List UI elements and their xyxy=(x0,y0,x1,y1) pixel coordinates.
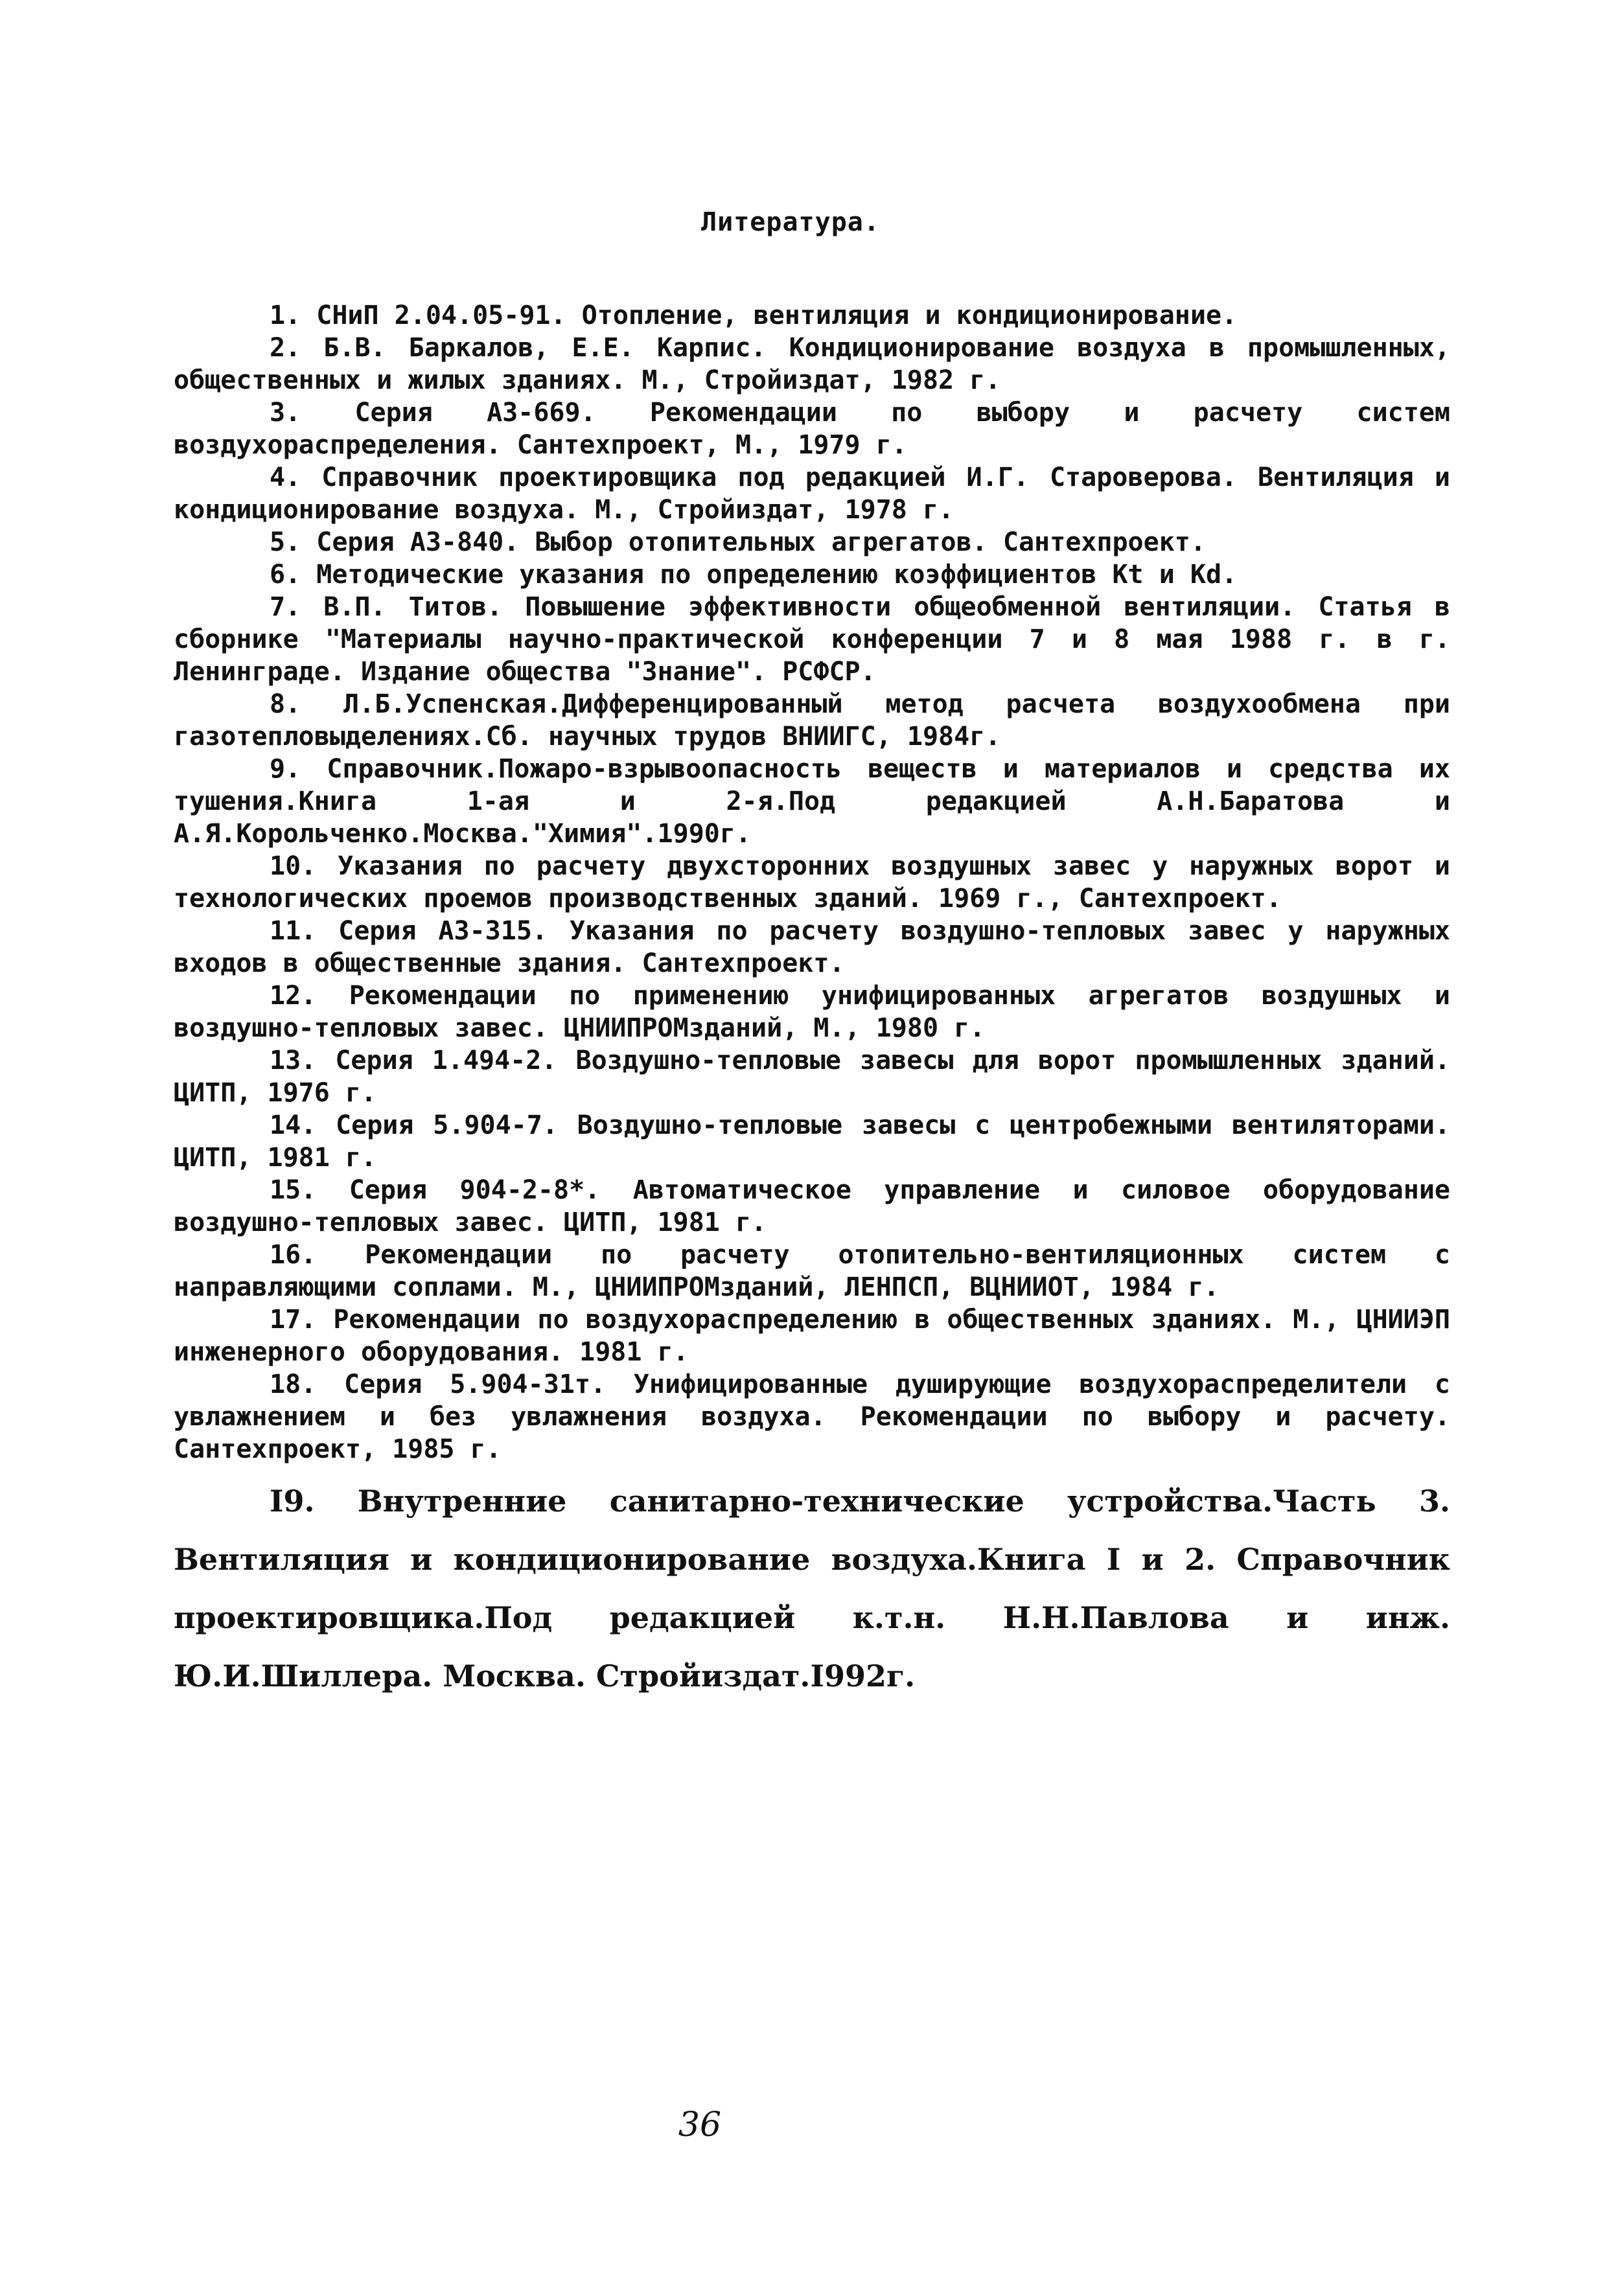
reference-number: 3. xyxy=(270,398,301,428)
reference-text: Рекомендации по воздухораспределению в общественных зданиях. М., ЦНИИЭП инженерного оборудования. 1981 г. xyxy=(174,1305,1450,1367)
reference-text: Серия АЗ-669. Рекомендации по выбору и расчету систем воздухораспределения. Сантехпроект, М., 1979 г. xyxy=(174,398,1450,460)
page-number: 36 xyxy=(678,2106,722,2144)
reference-list xyxy=(174,299,1450,1705)
reference-text: Внутренние санитарно-технические устройства.Часть 3. Вентиляция и кондиционирование воздуха.Книга I и 2. Справочник проектировщика.Под редакцией к.т.н. Н.Н.Павлова и инж. Ю.И.Шиллера. Москва. Стройиздат.I992г. xyxy=(174,1484,1450,1693)
list-item xyxy=(174,688,1450,753)
list-item xyxy=(174,332,1450,396)
reference-number: 12. xyxy=(270,981,317,1011)
reference-number: 8. xyxy=(270,689,301,719)
reference-text: Рекомендации по применению унифицированных агрегатов воздушных и воздушно-тепловых завес. ЦНИИПРОМзданий, М., 1980 г. xyxy=(174,981,1450,1043)
list-item xyxy=(174,1368,1450,1465)
reference-number: 1. xyxy=(270,301,301,330)
reference-number: 7. xyxy=(270,592,301,622)
list-item xyxy=(174,850,1450,915)
reference-number: 14. xyxy=(270,1110,317,1140)
list-item xyxy=(174,1109,1450,1174)
reference-text: Серия 1.494-2. Воздушно-тепловые завесы для ворот промышленных зданий. ЦИТП, 1976 г. xyxy=(174,1046,1450,1108)
reference-text: Указания по расчету двухсторонних воздушных завес у наружных ворот и технологических проемов производственных зданий. 1969 г., Сантехпроект. xyxy=(174,851,1450,913)
list-item xyxy=(174,396,1450,461)
reference-text: Рекомендации по расчету отопительно-вентиляционных систем с направляющими соплами. М., ЦНИИПРОМзданий, ЛЕНПСП, ВЦНИИОТ, 1984 г. xyxy=(174,1240,1450,1302)
reference-number: 9. xyxy=(270,754,301,784)
list-item xyxy=(174,753,1450,850)
reference-number: 11. xyxy=(270,916,317,946)
reference-number: 5. xyxy=(270,527,301,557)
reference-number: 18. xyxy=(270,1370,317,1399)
reference-number: 4. xyxy=(270,463,301,492)
list-item xyxy=(174,1044,1450,1109)
list-item xyxy=(174,558,1450,591)
reference-text: Серия АЗ-840. Выбор отопительных агрегатов. Сантехпроект. xyxy=(316,527,1206,557)
list-item xyxy=(174,299,1450,332)
reference-text: Серия 5.904-31т. Унифицированные душирующие воздухораспределители с увлажнением и без увлажнения воздуха. Рекомендации по выбору и расчету. Сантехпроект, 1985 г. xyxy=(174,1370,1450,1464)
reference-text: Серия 904-2-8*. Автоматическое управление и силовое оборудование воздушно-тепловых завес. ЦИТП, 1981 г. xyxy=(174,1175,1450,1237)
reference-text: В.П. Титов. Повышение эффективности общеобменной вентиляции. Статья в сборнике "Материалы научно-практической конференции 7 и 8 мая 1988 г. в г. Ленинграде. Издание общества "Знание". РСФСР. xyxy=(174,592,1450,687)
reference-text: Справочник проектировщика под редакцией И.Г. Староверова. Вентиляция и кондиционирование воздуха. М., Стройиздат, 1978 г. xyxy=(174,463,1450,525)
list-item xyxy=(174,1239,1450,1303)
reference-number: I9. xyxy=(270,1484,315,1519)
reference-text: Методические указания по определению коэффициентов Kt и Kd. xyxy=(316,560,1238,590)
page-title: Литература. xyxy=(701,207,880,237)
reference-number: 13. xyxy=(270,1046,317,1075)
reference-text: Серия 5.904-7. Воздушно-тепловые завесы с центробежными вентиляторами. ЦИТП, 1981 г. xyxy=(174,1110,1450,1173)
reference-number: 16. xyxy=(270,1240,317,1270)
reference-number: 17. xyxy=(270,1305,317,1335)
list-item xyxy=(174,1174,1450,1239)
list-item xyxy=(174,591,1450,688)
reference-text: Серия АЗ-315. Указания по расчету воздушно-тепловых завес у наружных входов в общественные здания. Сантехпроект. xyxy=(174,916,1450,978)
reference-text: СНиП 2.04.05-91. Отопление, вентиляция и кондиционирование. xyxy=(316,301,1238,330)
list-item xyxy=(174,980,1450,1044)
reference-number: 6. xyxy=(270,560,301,590)
reference-number: 15. xyxy=(270,1175,317,1205)
list-item xyxy=(174,526,1450,558)
reference-text: Б.В. Баркалов, Е.Е. Карпис. Кондиционирование воздуха в промышленных, общественных и жилых зданиях. М., Стройиздат, 1982 г. xyxy=(174,333,1450,395)
list-item xyxy=(174,1472,1450,1705)
reference-number: 10. xyxy=(270,851,317,881)
reference-number: 2. xyxy=(270,333,301,363)
reference-text: Справочник.Пожаро-взрывоопасность веществ и материалов и средства их тушения.Книга 1-ая и 2-я.Под редакцией А.Н.Баратова и А.Я.Корольченко.Москва."Химия".1990г. xyxy=(174,754,1450,849)
list-item xyxy=(174,915,1450,980)
list-item xyxy=(174,1303,1450,1368)
reference-text: Л.Б.Успенская.Дифференцированный метод расчета воздухообмена при газотепловыделениях.Сб. научных трудов ВНИИГС, 1984г. xyxy=(174,689,1450,752)
list-item xyxy=(174,461,1450,526)
